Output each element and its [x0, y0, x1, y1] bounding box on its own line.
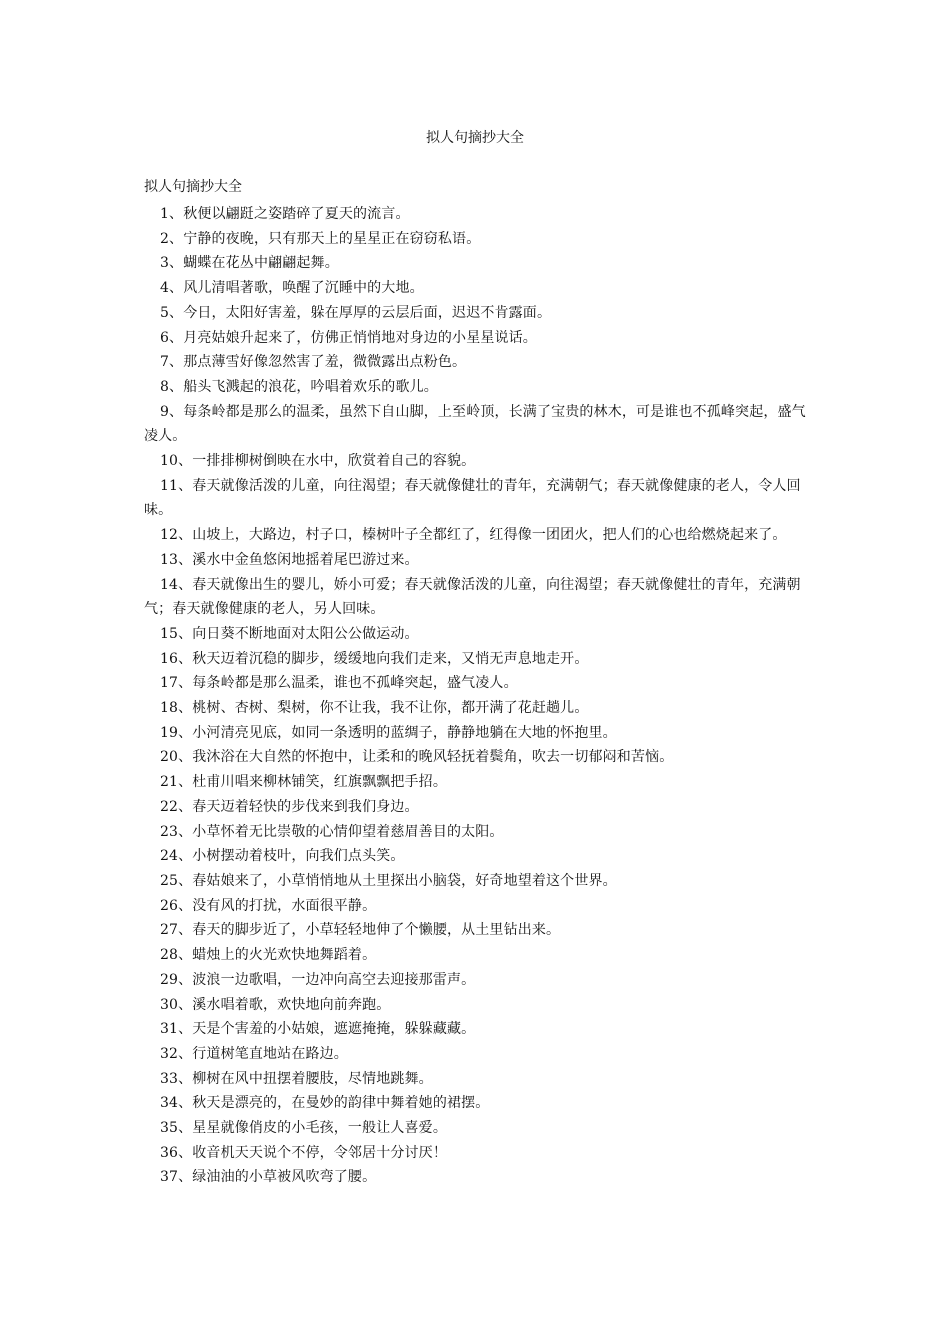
list-item: 22、春天迈着轻快的步伐来到我们身边。 — [160, 798, 419, 815]
list-item: 23、小草怀着无比崇敬的心情仰望着慈眉善目的太阳。 — [160, 823, 504, 840]
list-item: 12、山坡上，大路边，村子口，榛树叶子全都红了，红得像一团团火，把人们的心也给燃烧起来了。 — [160, 527, 787, 544]
list-item: 21、杜甫川唱来柳林铺笑，红旗飘飘把手招。 — [160, 774, 447, 791]
list-item: 33、柳树在风中扭摆着腰肢，尽情地跳舞。 — [160, 1070, 433, 1087]
page-title: 拟人句摘抄大全 — [426, 130, 524, 146]
list-item: 18、桃树、杏树、梨树，你不让我，我不让你，都开满了花赶趟儿。 — [160, 700, 589, 717]
list-item: 28、蜡烛上的火光欢快地舞蹈着。 — [160, 947, 377, 964]
sentence-list — [144, 202, 810, 1190]
list-item: 7、那点薄雪好像忽然害了羞，微微露出点粉色。 — [160, 354, 467, 371]
list-item: 30、溪水唱着歌，欢快地向前奔跑。 — [160, 996, 391, 1013]
list-item: 5、今日，太阳好害羞，躲在厚厚的云层后面，迟迟不肯露面。 — [160, 304, 552, 321]
list-item: 25、春姑娘来了，小草悄悄地从土里探出小脑袋，好奇地望着这个世界。 — [160, 872, 617, 889]
list-item: 34、秋天是漂亮的，在曼妙的韵律中舞着她的裙摆。 — [160, 1095, 490, 1112]
list-item: 35、星星就像俏皮的小毛孩，一般让人喜爱。 — [160, 1120, 447, 1137]
list-item: 29、波浪一边歌唱，一边冲向高空去迎接那雷声。 — [160, 971, 476, 988]
list-item: 37、绿油油的小草被风吹弯了腰。 — [160, 1169, 377, 1186]
list-item: 4、风儿清唱著歌，唤醒了沉睡中的大地。 — [160, 280, 424, 297]
list-item: 36、收音机天天说个不停，令邻居十分讨厌！ — [160, 1144, 447, 1161]
list-item: 26、没有风的打扰，水面很平静。 — [160, 897, 377, 914]
list-item: 19、小河清亮见底，如同一条透明的蓝绸子，静静地躺在大地的怀抱里。 — [160, 724, 617, 741]
list-item: 31、天是个害羞的小姑娘，遮遮掩掩，躲躲藏藏。 — [160, 1021, 476, 1038]
list-item: 16、秋天迈着沉稳的脚步，缓缓地向我们走来，又悄无声息地走开。 — [160, 650, 589, 667]
list-item: 10、一排排柳树倒映在水中，欣赏着自己的容貌。 — [160, 453, 476, 470]
list-item: 13、溪水中金鱼悠闲地摇着尾巴游过来。 — [160, 551, 419, 568]
list-item: 14、春天就像出生的婴儿，娇小可爱；春天就像活泼的儿童，向往渴望；春天就像健壮的青年，充满朝气；春天就像健康的老人，另人回味。 — [144, 576, 801, 618]
list-item: 6、月亮姑娘升起来了，仿佛正悄悄地对身边的小星星说话。 — [160, 329, 537, 346]
list-item: 24、小树摆动着枝叶，向我们点头笑。 — [160, 848, 405, 865]
list-item: 1、秋便以翩跹之姿踏碎了夏天的流言。 — [160, 206, 410, 222]
list-item: 15、向日葵不断地面对太阳公公做运动。 — [160, 625, 419, 642]
list-item: 20、我沐浴在大自然的怀抱中，让柔和的晚风轻抚着鬓角，吹去一切郁闷和苦恼。 — [160, 749, 674, 766]
section-heading: 拟人句摘抄大全 — [144, 179, 242, 195]
list-item: 27、春天的脚步近了，小草轻轻地伸了个懒腰，从土里钻出来。 — [160, 922, 561, 939]
list-item: 2、宁静的夜晚，只有那天上的星星正在窃窃私语。 — [160, 230, 481, 247]
list-item: 32、行道树笔直地站在路边。 — [160, 1045, 348, 1062]
list-item: 9、每条岭都是那么的温柔，虽然下自山脚，上至岭顶，长满了宝贵的林木，可是谁也不孤峰突起，盛气凌人。 — [144, 403, 806, 445]
list-item: 11、春天就像活泼的儿童，向往渴望；春天就像健壮的青年，充满朝气；春天就像健康的老人，令人回味。 — [144, 477, 801, 519]
list-item: 17、每条岭都是那么温柔，谁也不孤峰突起，盛气凌人。 — [160, 675, 518, 692]
list-item: 8、船头飞溅起的浪花，吟唱着欢乐的歌儿。 — [160, 378, 438, 395]
list-item: 3、蝴蝶在花丛中翩翩起舞。 — [160, 255, 339, 272]
